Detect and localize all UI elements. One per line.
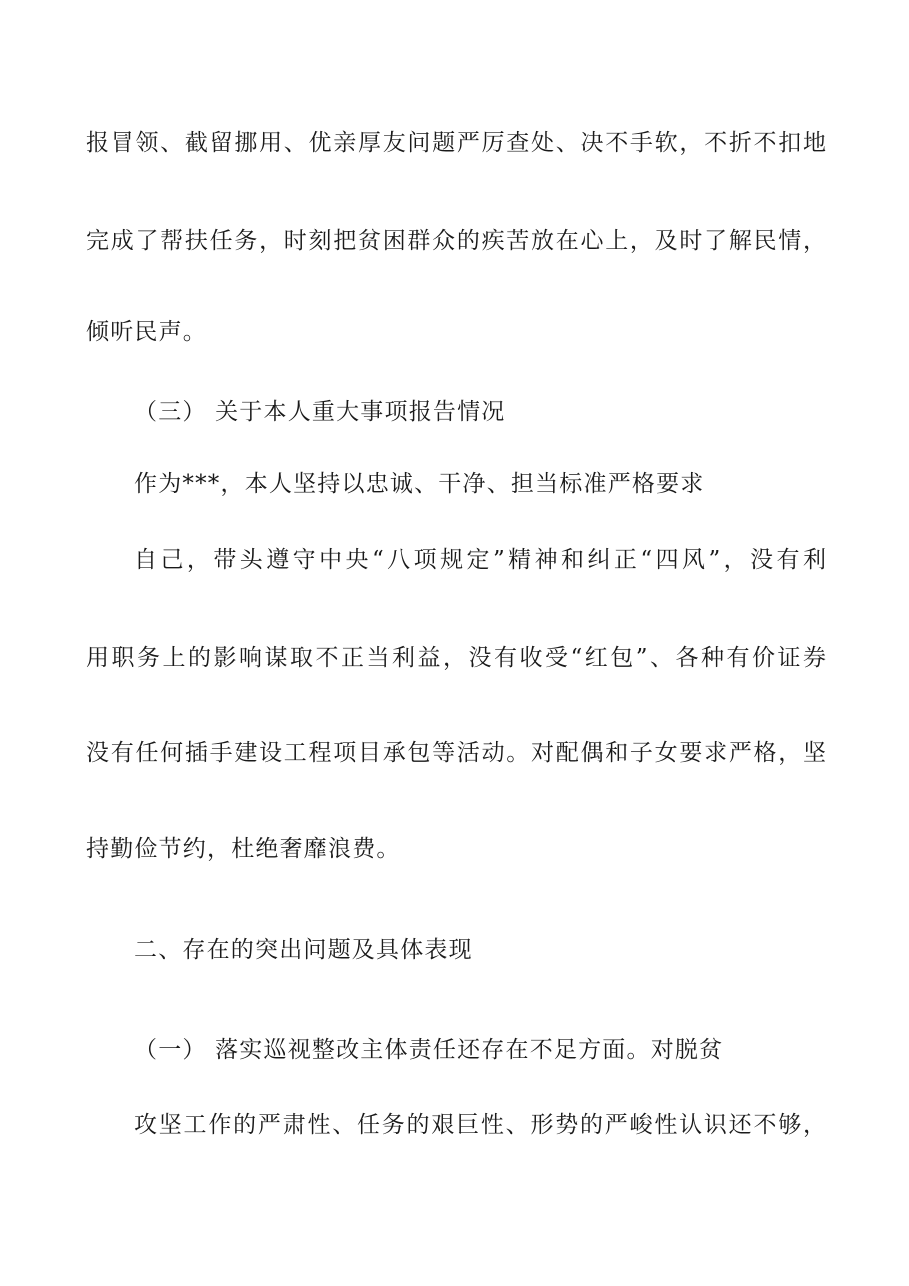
paragraph-line-2: 完成了帮扶任务，时刻把贫困群众的疾苦放在心上，及时了解民情， [86,228,826,254]
section-heading-3: （三） 关于本人重大事项报告情况 [134,399,506,425]
paragraph-line-1: 报冒领、截留挪用、优亲厚友问题严厉查处、决不手软，不折不扣地 [86,130,826,156]
paragraph-line-5: 自己，带头遵守中央“八项规定”精神和纠正“四风”，没有利 [134,547,826,573]
section-heading-2: 二、存在的突出问题及具体表现 [134,937,473,963]
paragraph-line-4: 作为***，本人坚持以忠诚、干净、担当标准严格要求 [134,471,705,497]
subsection-heading-1: （一） 落实巡视整改主体责任还存在不足方面。对脱贫 [134,1037,724,1063]
paragraph-line-7: 没有任何插手建设工程项目承包等活动。对配偶和子女要求严格，坚 [86,740,826,766]
paragraph-line-8: 持勤俭节约，杜绝奢靡浪费。 [86,836,401,862]
paragraph-line-6: 用职务上的影响谋取不正当利益，没有收受“红包”、各种有价证券 [86,645,826,671]
paragraph-line-3: 倾听民声。 [86,319,207,345]
paragraph-line-9: 攻坚工作的严肃性、任务的艰巨性、形势的严峻性认识还不够， [134,1112,826,1138]
